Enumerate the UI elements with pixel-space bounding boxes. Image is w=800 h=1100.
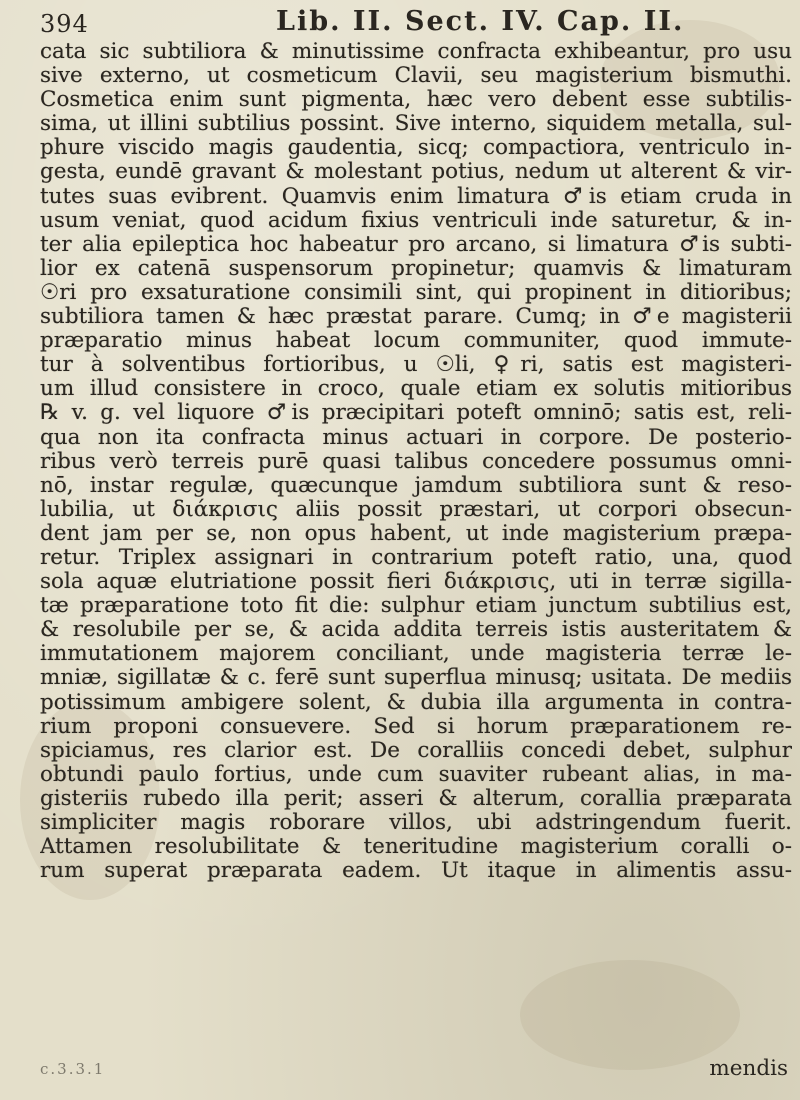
text-line: sima, ut illini subtilius possint. Sive interno, siquidem metalla, sul- — [40, 112, 792, 137]
text-line: potissimum ambigere solent, & dubia illa argumenta in contra- — [40, 690, 792, 715]
text-line: obtundi paulo fortius, unde cum suaviter rubeant alias, in ma- — [40, 762, 792, 787]
text-line: phure viscido magis gaudentia, sicq; compactiora, ventriculo in- — [40, 136, 792, 161]
text-line: usum veniat, quod acidum fixius ventriculi inde saturetur, & in- — [40, 208, 792, 233]
text-line: rium proponi consuevere. Sed si horum præparationem re- — [40, 714, 792, 739]
body-text — [40, 40, 792, 883]
text-line: sive externo, ut cosmeticum Clavii, seu magisterium bismuthi. — [40, 64, 792, 89]
text-line: nō, instar regulæ, quæcunque jamdum subtiliora sunt & reso- — [40, 473, 792, 498]
text-line: qua non ita confracta minus actuari in corpore. De posterio- — [40, 425, 792, 450]
text-line: ☉ri pro exsaturatione consimili sint, qui propinent in ditioribus; — [40, 280, 792, 305]
page-header — [40, 6, 780, 42]
text-line: gesta, eundē gravant & molestant potius, nedum ut alterent & vir- — [40, 160, 792, 185]
text-line: tutes suas evibrent. Quamvis enim limatura ♂is etiam cruda in — [40, 184, 792, 209]
text-line: rum superat præparata eadem. Ut itaque in alimentis assu- — [40, 859, 792, 884]
text-line: spiciamus, res clarior est. De coralliis concedi debet, sulphur — [40, 738, 792, 763]
paper-stain — [520, 960, 740, 1070]
text-line: um illud consistere in croco, quale etiam ex solutis mitioribus — [40, 377, 792, 402]
catchword: mendis — [709, 1056, 788, 1081]
text-line: ribus verò terreis purē quasi talibus concedere possumus omni- — [40, 449, 792, 474]
text-line: Attamen resolubilitate & teneritudine magisterium coralli o- — [40, 835, 792, 860]
page-footer — [40, 1056, 792, 1086]
text-line: Cosmetica enim sunt pigmenta, hæc vero debent esse subtilis- — [40, 88, 792, 113]
text-line: ℞ v. g. vel liquore ♂is præcipitari poteft omninō; satis est, reli- — [40, 401, 792, 426]
text-line: præparatio minus habeat locum communiter, quod immute- — [40, 329, 792, 354]
signature-mark: c.3.3.1 — [40, 1060, 106, 1078]
text-line: tur à solventibus fortioribus, u ☉li, ♀ri, satis est magisteri- — [40, 353, 792, 378]
text-line: dent jam per se, non opus habent, ut inde magisterium præpa- — [40, 521, 792, 546]
text-line: immutationem majorem conciliant, unde magisteria terræ le- — [40, 642, 792, 667]
text-line: gisteriis rubedo illa perit; asseri & alterum, corallia præparata — [40, 786, 792, 811]
text-line: subtiliora tamen & hæc præstat parare. Cumq; in ♂e magisterii — [40, 305, 792, 330]
text-line: lubilia, ut διάκρισις aliis possit præstari, ut corpori obsecun- — [40, 497, 792, 522]
text-line: tæ præparatione toto fit die: sulphur etiam junctum subtilius est, — [40, 594, 792, 619]
text-line: cata sic subtiliora & minutissime confracta exhibeantur, pro usu — [40, 40, 792, 64]
text-line: & resolubile per se, & acida addita terreis istis austeritatem & — [40, 618, 792, 643]
text-line: sola aquæ elutriatione possit fieri διάκρισις, uti in terræ sigilla- — [40, 570, 792, 595]
text-line: simpliciter magis roborare villos, ubi adstringendum fuerit. — [40, 811, 792, 835]
page-number: 394 — [40, 10, 89, 38]
text-line: ter alia epileptica hoc habeatur pro arcano, si limatura ♂is subti- — [40, 232, 792, 257]
text-line: lior ex catenā suspensorum propinetur; quamvis & limaturam — [40, 256, 792, 281]
text-line: mniæ, sigillatæ & c. ferē sunt superflua minusq; usitata. De mediis — [40, 666, 792, 691]
running-head: Lib. II. Sect. IV. Cap. II. — [276, 6, 685, 37]
text-line: retur. Triplex assignari in contrarium poteft ratio, una, quod — [40, 545, 792, 570]
